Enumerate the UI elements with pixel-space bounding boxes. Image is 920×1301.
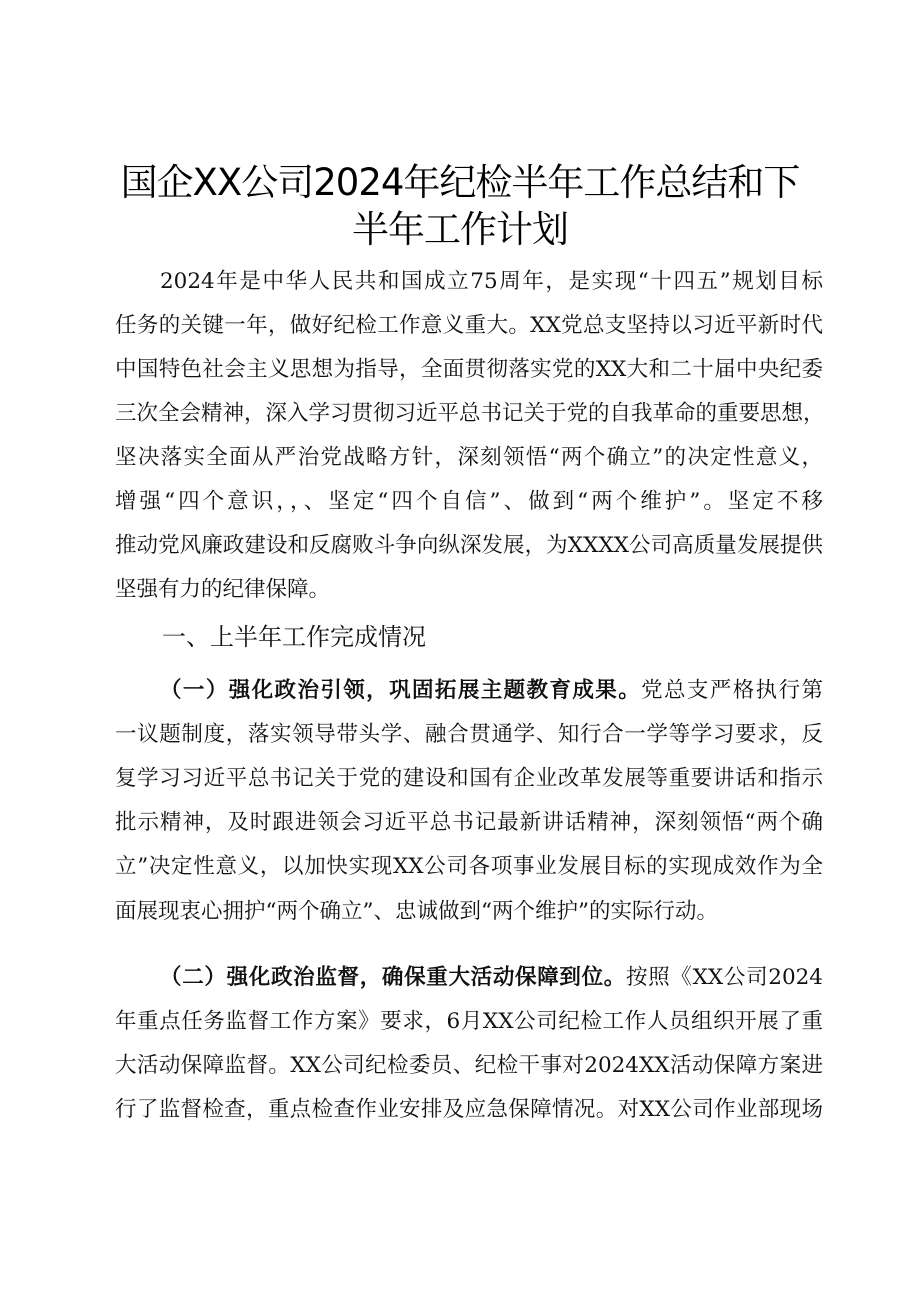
item-1-line: 立”决定性意义，以加快实现XX公司各项事业发展目标的实现成效作为全 [115, 854, 823, 879]
intro-line: 2024年是中华人民共和国成立75周年，是实现“十四五”规划目标 [160, 269, 823, 294]
document-title-line-1: 国企XX公司2024年纪检半年工作总结和下 [120, 161, 800, 204]
item-1-line: 复学习习近平总书记关于党的建设和国有企业改革发展等重要讲话和指示 [115, 766, 823, 791]
item-1-first-rest: 党总支严格执行第 [641, 678, 823, 703]
item-1-first-line [160, 676, 823, 706]
item-2-line: 年重点任务监督工作方案》要求，6月XX公司纪检工作人员组织开展了重 [115, 1009, 823, 1034]
intro-line: 任务的关键一年，做好纪检工作意义重大。XX党总支坚持以习近平新时代 [115, 313, 823, 338]
item-2-lead: （二）强化政治监督，确保重大活动保障到位。 [160, 965, 627, 990]
intro-line: 增强“四个意识，，、坚定“四个自信”、做到“两个维护”。坚定不移 [115, 489, 823, 514]
intro-line: 三次全会精神，深入学习贯彻习近平总书记关于党的自我革命的重要思想， [115, 401, 825, 426]
section-heading: 一、上半年工作完成情况 [162, 623, 426, 651]
document-title-line-2: 半年工作计划 [352, 208, 568, 251]
intro-line: 坚决落实全面从严治党战略方针，深刻领悟“两个确立”的决定性意义， [115, 445, 823, 470]
item-1-line: 批示精神，及时跟进领会习近平总书记最新讲话精神，深刻领悟“两个确 [115, 810, 823, 835]
item-2-line: 大活动保障监督。XX公司纪检委员、纪检干事对2024XX活动保障方案进 [115, 1053, 823, 1078]
item-1-line: 面展现衷心拥护“两个确立”、忠诚做到“两个维护”的实际行动。 [115, 899, 718, 924]
item-1-line: 一议题制度，落实领导带头学、融合贯通学、知行合一学等学习要求，反 [115, 722, 823, 747]
item-2-line: 行了监督检查，重点检查作业安排及应急保障情况。对XX公司作业部现场 [115, 1097, 823, 1122]
item-2-first-line [160, 963, 823, 993]
intro-line: 坚强有力的纪律保障。 [115, 577, 331, 602]
intro-line: 推动党风廉政建设和反腐败斗争向纵深发展，为XXXX公司高质量发展提供 [115, 533, 823, 558]
intro-line: 中国特色社会主义思想为指导，全面贯彻落实党的XX大和二十届中央纪委 [115, 357, 823, 382]
item-1-lead: （一）强化政治引领，巩固拓展主题教育成果。 [160, 678, 642, 703]
item-2-first-rest: 按照《XX公司2024 [626, 965, 823, 990]
